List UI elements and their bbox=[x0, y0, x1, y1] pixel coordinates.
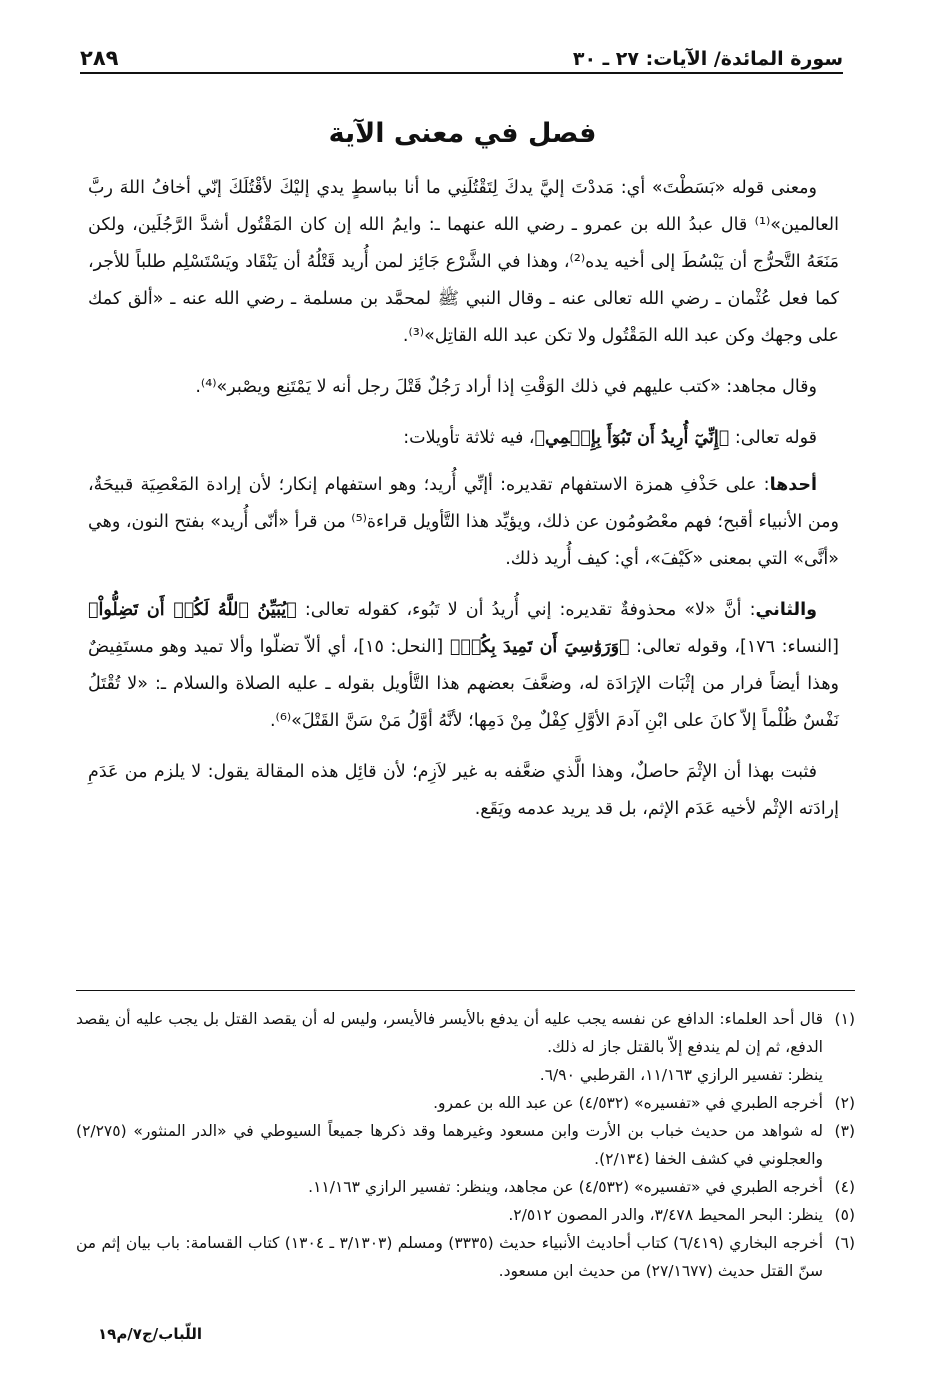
second-text-a: : أنَّ «لا» محذوفةٌ تقديره: إني أُريدُ أن لا تَبُوء، كقوله تعالى: bbox=[296, 600, 756, 620]
first-lead: أحدها bbox=[769, 475, 817, 495]
footnote-text: ينظر: البحر المحيط ٣/٤٧٨، والدر المصون ٢/٥١٢. bbox=[508, 1206, 823, 1224]
footnote-5 bbox=[76, 1201, 855, 1229]
paragraph-verse-intro bbox=[88, 420, 839, 457]
paragraph-mujahid: وقال مجاهد: «كتب عليهم في ذلك الوَقْتِ إذا أراد رَجُلٌ قَتْلَ رجل أنه لا يَمْتَنِع ويصْبر»⁽⁴⁾. bbox=[195, 377, 817, 397]
footnotes bbox=[76, 990, 855, 1285]
printer-signature: اللّباب/ج٧/م١٩ bbox=[98, 1325, 202, 1343]
footnote-text: أخرجه البخاري (٦/٤١٩) كتاب أحاديث الأنبياء حديث (٣٣٣٥) ومسلم (٣/١٣٠٣ ـ ١٣٠٤) كتاب القسامة: باب بيان إثم من سنّ القتل حديث (٢٧/١٦٧٧) من حديث ابن مسعود. bbox=[76, 1234, 823, 1280]
footnote-text: قال أحد العلماء: الدافع عن نفسه يجب عليه أن يدفع بالأيسر فالأيسر، وليس له أن يقصد القتل بل يجب عليه أن يقصد الدفع، ثم إن لم يندفع إلاّ بالقتل جاز له ذلك. bbox=[76, 1010, 823, 1056]
verse-intro-after: ، فيه ثلاثة تأويلات: bbox=[403, 428, 535, 448]
paragraph-first-interpretation bbox=[88, 467, 839, 578]
second-text-b: [النساء: ١٧٦]، وقوله تعالى: bbox=[629, 637, 839, 657]
quran-verse-nisa: ﴿يُبَيِّنُ ٱللَّهُ لَكُمۡ أَن تَضِلُّواْ﴾ bbox=[88, 600, 297, 620]
second-lead: والثاني bbox=[755, 600, 817, 620]
page-number: ٢٨٩ bbox=[80, 46, 119, 70]
paragraph-meaning: ومعنى قوله «بَسَطْتَ» أي: مَددْتَ إليَّ يدكَ لِتَقْتُلَنِي ما أنا بباسطٍ يدي إليْكَ لأقْتُلَكَ إنّي أخافُ اللهَ ربَّ العالمين»⁽¹⁾ قال عبدُ الله بن عمرو ـ رضي الله عنهما ـ: وايمُ الله إن كان المَقْتُول أشدَّ الرَّجُلَين، ولكن مَنَعَهُ التَّحرُّج أن يَبْسُطَ إلى أخيه يده⁽²⁾، وهذا في الشَّرْع جَائِز لمن أُريد قَتْلُهُ أن يَنْقَاد ويَسْتَسْلِم طلباً للأجر، كما فعل عُثْمان ـ رضي الله تعالى عنه ـ وقال النبي ﷺ لمحمَّد بن مسلمة ـ رضي الله عنه ـ «ألق كمك على وجهك وكن عبد الله المَقْتُول ولا تكن عبد الله القاتِل»⁽³⁾. bbox=[88, 178, 839, 346]
footnote-1 bbox=[76, 1005, 855, 1061]
footnote-1-reference: ينظر: تفسير الرازي ١١/١٦٣، القرطبي ٦/٩٠. bbox=[539, 1066, 823, 1084]
footnote-number: (٤) bbox=[834, 1178, 855, 1196]
footnote-text: له شواهد من حديث خباب بن الأرت وابن مسعود وغيرهما وقد ذكرها جميعاً السيوطي في «الدر المنثور» (٢/٢٧٥) والعجلوني في كشف الخفا (٢/١٣٤). bbox=[76, 1122, 823, 1168]
footnote-6 bbox=[76, 1229, 855, 1285]
footnote-number: (٢) bbox=[834, 1094, 855, 1112]
quran-verse-nahl: ﴿وَرَوَٰسِيَ أَن تَمِيدَ بِكُمۡ﴾ bbox=[449, 637, 630, 657]
footnote-number: (٦) bbox=[834, 1234, 855, 1252]
body-text bbox=[88, 170, 839, 842]
footnote-2 bbox=[76, 1089, 855, 1117]
paragraph-conclusion: فثبت بهذا أن الإثْمَ حاصلٌ، وهذا الَّذي ضعَّفه به غير لاَزِم؛ لأن قائِل هذه المقالة يقول: لا يلزم من عَدَمِ إرادَته الإثْم لأخيه عَدَم الإثم، بل قد يريد عدمه ويَقَع. bbox=[88, 762, 839, 819]
footnote-3 bbox=[76, 1117, 855, 1173]
footnote-4 bbox=[76, 1173, 855, 1201]
header-title: سورة المائدة/ الآيات: ٢٧ ـ ٣٠ bbox=[572, 48, 843, 70]
footnote-number: (١) bbox=[834, 1010, 855, 1028]
footnote-text: أخرجه الطبري في «تفسيره» (٤/٥٣٢) عن مجاهد، وينظر: تفسير الرازي ١١/١٦٣. bbox=[308, 1178, 823, 1196]
running-header bbox=[80, 36, 843, 74]
paragraph-second-interpretation bbox=[88, 592, 839, 740]
first-text: : على حَذْفِ همزة الاستفهام تقديره: أإنِّي أُريد؛ وهو استفهام إنكار؛ لأن إرادة المَعْصِيَة قبيحَةٌ، ومن الأنبياء أقبح؛ فهم معْصُومُون عن ذلك، ويؤيِّد هذا التَّأويل قراءة⁽⁵⁾ من قرأ «أنّى أُريد» بفتح النون، وهي «أنَّى» التي بمعنى «كَيْفَ»، أي: كيف أُريد ذلك. bbox=[88, 475, 839, 569]
quran-verse: ﴿إِنِّيٓ أُرِيدُ أَن تَبُوٓأَ بِإِثۡمِي﴾ bbox=[534, 428, 730, 448]
verse-intro-before: قوله تعالى: bbox=[729, 428, 817, 448]
second-text-c: [النحل: ١٥]، أي ألاّ تضلّوا وألا تميد وهو مستَفِيضٌ وهذا أيضاً فرار من إثْبَات الإرَادَة له، وضعَّفَ بعضهم هذا التَّأويل بقوله ـ عليه الصلاة والسلام ـ: «لا تُقْتَلُ نَفْسٌ ظُلْماً إلاّ كانَ على ابْنِ آدمَ الأوَّلِ كِفْلٌ مِنْ دَمِها؛ لأنَّهُ أوَّلُ مَنْ سَنَّ القَتْلَ»⁽⁶⁾. bbox=[88, 637, 839, 731]
footnote-text: أخرجه الطبري في «تفسيره» (٤/٥٣٢) عن عبد الله بن عمرو. bbox=[433, 1094, 823, 1112]
footnote-number: (٣) bbox=[834, 1122, 855, 1140]
section-title: فصل في معنى الآية bbox=[328, 118, 597, 149]
footnote-number: (٥) bbox=[834, 1206, 855, 1224]
